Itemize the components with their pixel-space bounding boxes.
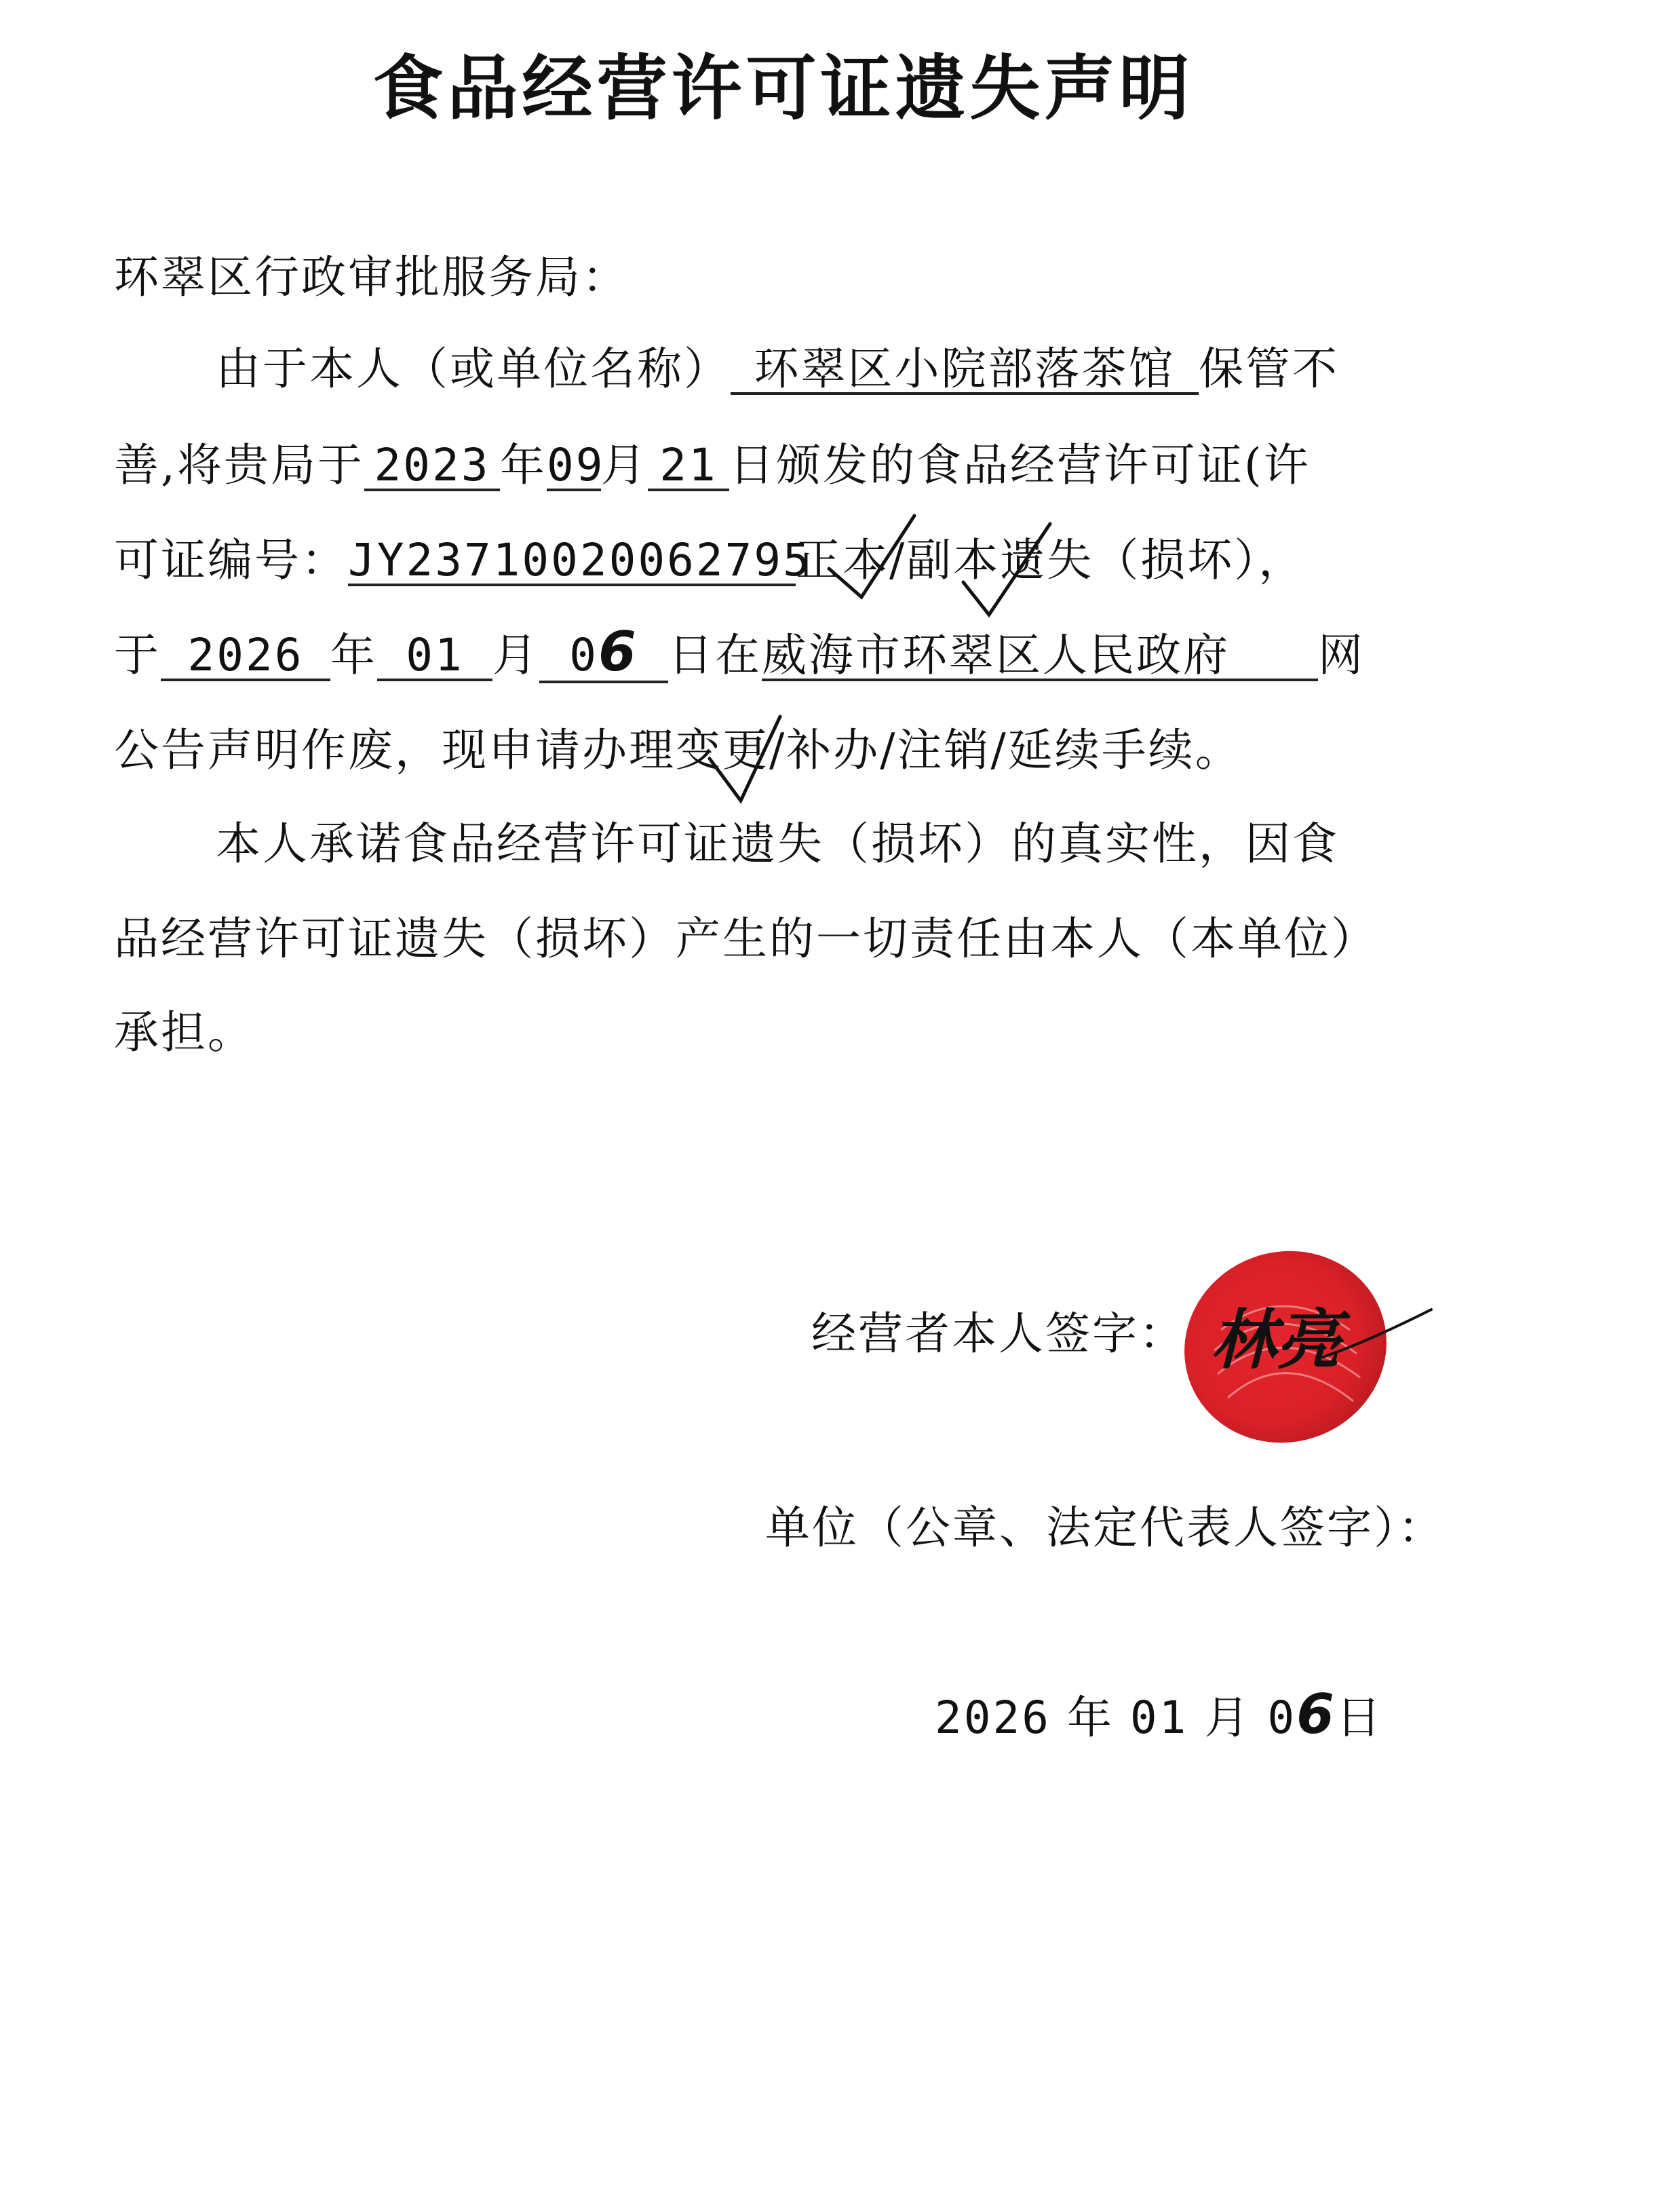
- year-label: 年: [499, 439, 547, 491]
- issue-year-field: 2023: [364, 442, 500, 491]
- addressee: 环翠区行政审批服务局：: [114, 251, 629, 303]
- date-day-label: 日: [1336, 1692, 1383, 1744]
- unit-seal-label: 单位（公章、法定代表人签字）：: [765, 1502, 1445, 1554]
- page-title: 食品经营许可证遗失声明: [372, 47, 1194, 130]
- paragraph1-line5: 公告声明作废，现申请办理变更/补办/注销/延续手续。: [114, 724, 1242, 776]
- text-or-unit-name: 由于本人（或单位名称）: [216, 343, 731, 395]
- year-label: 年: [330, 629, 377, 681]
- license-number-label: 可证编号：: [114, 534, 348, 586]
- org-name-field: 环翠区小院部落茶馆: [731, 345, 1199, 395]
- issue-month-field: 09: [546, 439, 605, 491]
- text-at: 于: [114, 629, 161, 681]
- paragraph2-line2: 品经营许可证遗失（损坏）产生的一切责任由本人（本单位）: [114, 913, 1378, 965]
- paragraph2-line1: 本人承诺食品经营许可证遗失（损坏）的真实性，因食: [216, 818, 1339, 870]
- signature-name: 林亮: [1211, 1301, 1341, 1378]
- text-will: 善,将贵局于: [114, 439, 364, 491]
- date-day-handwritten: 6: [1296, 1683, 1336, 1746]
- text-original-copy: 正本/副本遗失（损坏），: [796, 534, 1306, 586]
- text-web: 网: [1318, 629, 1365, 681]
- issue-day-field: 21: [648, 442, 729, 491]
- month-label: 月: [600, 439, 648, 491]
- signature-label: 经营者本人签字：: [811, 1308, 1186, 1360]
- paragraph2-line3: 承担。: [114, 1006, 254, 1059]
- license-number-field: JY23710020062795: [348, 534, 812, 586]
- loss-month-field: 01: [377, 632, 492, 681]
- loss-day-handwritten: 6: [598, 620, 638, 683]
- loss-day-printed: 0: [569, 629, 599, 681]
- date-month-label: 月: [1204, 1692, 1252, 1744]
- text-safekeeping: 保管不: [1199, 343, 1339, 395]
- loss-year-field: 2026: [161, 632, 330, 681]
- date-year: 2026: [935, 1692, 1051, 1744]
- text-issued-license: 日颁发的食品经营许可证(许: [729, 439, 1311, 491]
- date-month: 01: [1129, 1692, 1188, 1744]
- month-label: 月: [492, 629, 539, 681]
- date-year-label: 年: [1066, 1692, 1114, 1744]
- publisher-field: 威海市环翠区人民政府: [762, 632, 1318, 681]
- text-day-in: 日在: [668, 629, 762, 681]
- date-line: [935, 1681, 1383, 1746]
- date-day-printed: 0: [1267, 1692, 1297, 1744]
